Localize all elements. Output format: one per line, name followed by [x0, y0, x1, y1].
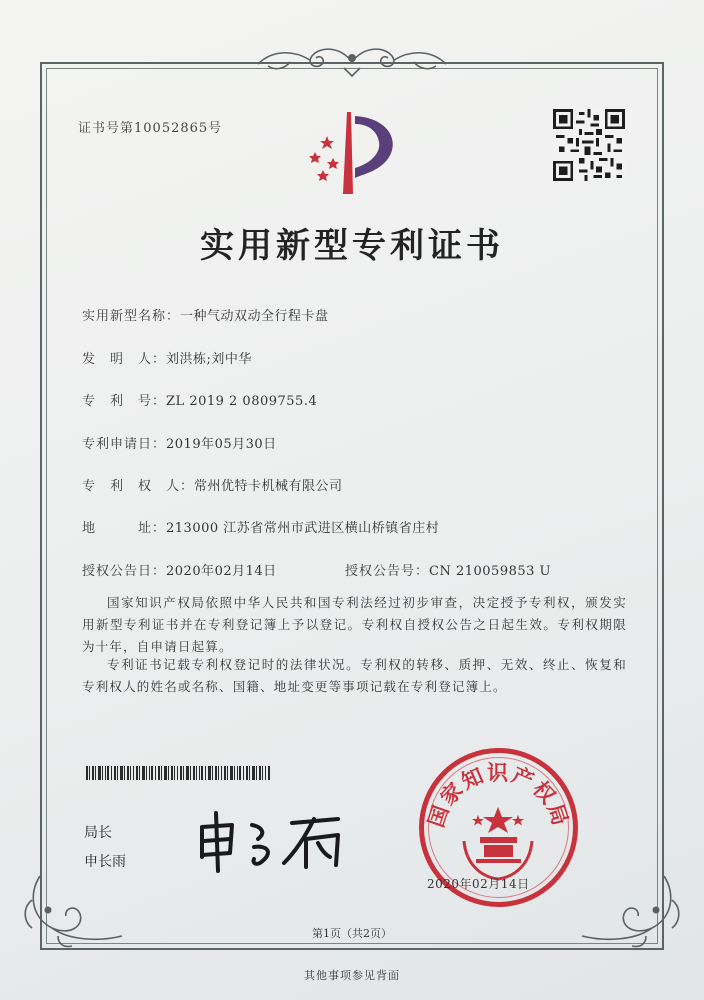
certificate-title: 实用新型专利证书: [200, 226, 504, 266]
field-value: 2020年02月14日: [166, 564, 277, 579]
qr-code: [553, 109, 625, 181]
page-number: 第1页（共2页）: [312, 927, 392, 940]
signature: [188, 805, 388, 875]
field-value: 刘洪栋;刘中华: [166, 352, 252, 367]
field-grant-date: [82, 560, 277, 579]
field-label: 专 利 号：: [82, 394, 167, 409]
officer-name: 申长雨: [84, 854, 126, 870]
field-label: 授权公告日：: [82, 564, 167, 579]
top-ornament: [250, 40, 454, 80]
officer-title: 局长: [84, 825, 112, 841]
field-filing-date: [82, 433, 277, 452]
field-value: ZL 2019 2 0809755.4: [166, 394, 318, 409]
field-label: 专利申请日：: [82, 437, 167, 452]
field-value: 常州优特卡机械有限公司: [194, 479, 343, 494]
cnipa-logo: [293, 108, 405, 194]
certificate-number: 证书号第10052865号: [78, 121, 223, 136]
field-value: 一种气动双动全行程卡盘: [180, 309, 329, 324]
field-label: 授权公告号：: [345, 564, 430, 579]
legal-status-paragraph: 专利证书记载专利权登记时的法律状况。专利权的转移、质押、无效、终止、恢复和专利权人的姓名或名称、国籍、地址变更等事项记载在专利登记簿上。: [82, 657, 627, 694]
field-label: 地 址：: [82, 521, 167, 536]
footer-note: 其他事项参见背面: [304, 969, 400, 982]
field-patentee: [82, 475, 343, 494]
field-label: 实用新型名称：: [82, 309, 181, 324]
field-address: [82, 517, 439, 536]
seal-date: 2020年02月14日: [427, 877, 530, 891]
field-patent-number: [82, 390, 317, 409]
field-grant-number: [345, 560, 551, 579]
barcode: [86, 766, 270, 780]
field-value: 213000 江苏省常州市武进区横山桥镇省庄村: [166, 521, 440, 536]
field-label: 专 利 权 人：: [82, 479, 195, 494]
svg-text:国家知识产权局: 国家知识产权局: [423, 761, 574, 831]
field-value: CN 210059853 U: [429, 564, 551, 579]
field-value: 2019年05月30日: [166, 437, 277, 452]
field-label: 发 明 人：: [82, 352, 167, 367]
field-utility-model-name: [82, 305, 329, 324]
grant-statement-paragraph: 国家知识产权局依照中华人民共和国专利法经过初步审查，决定授予专利权，颁发实用新型专利证书并在专利登记簿上予以登记。专利权自授权公告之日起生效。专利权期限为十年，自申请日起算。: [82, 595, 627, 654]
field-inventor: [82, 348, 252, 367]
